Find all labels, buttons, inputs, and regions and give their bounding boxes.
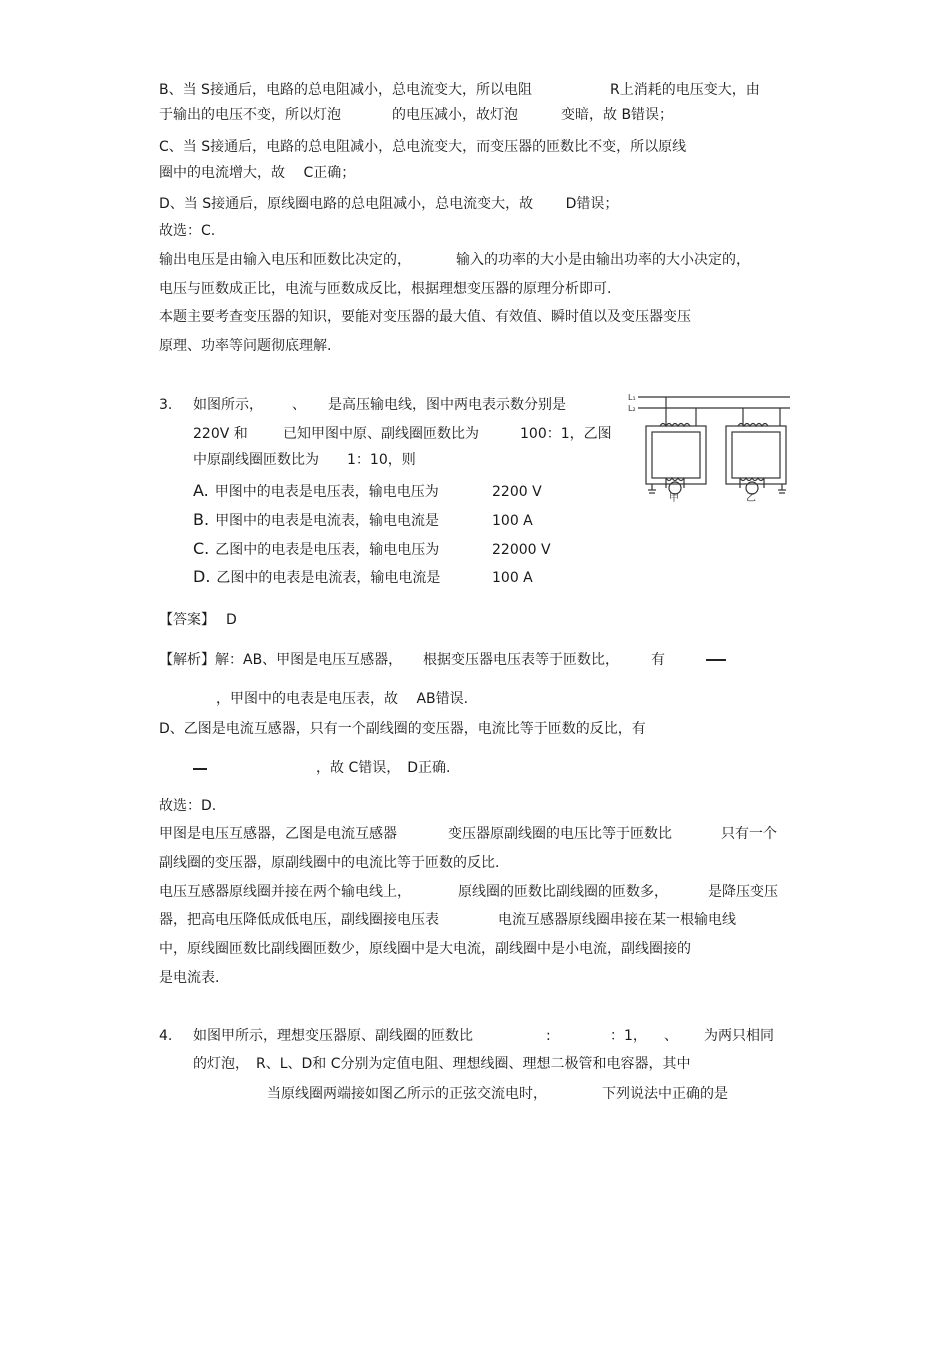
- analysis-line: [159, 825, 397, 843]
- text-line: [283, 425, 479, 443]
- transformer-core-jia: [646, 426, 706, 484]
- transformer-core-yi: [726, 426, 786, 484]
- label-l2: L₂: [628, 404, 636, 413]
- answer-label: [159, 611, 215, 629]
- analysis-line: 中，原线圈匝数比副线圈匝数少，原线圈中是大电流，副线圈中是小电流，副线圈接的: [159, 941, 691, 957]
- label-l1: L₁: [628, 393, 636, 402]
- text-segment: 、: [664, 1028, 678, 1044]
- text-line: 的灯泡， R、L、D和 C分别为定值电阻、理想线圈、理想二极管和电容器，其中: [193, 1056, 691, 1072]
- text-segment: 为两只相同: [704, 1028, 774, 1044]
- analysis-line: [448, 825, 672, 843]
- text-segment: 电压互感器原线圈并接在两个输电线上，: [159, 884, 411, 900]
- text-line: [610, 81, 760, 99]
- text-line: [664, 1027, 678, 1045]
- analysis-line: D、乙图是电流互感器，只有一个副线圈的变压器，电流比等于匝数的反比，有: [159, 721, 646, 737]
- text-line: [292, 396, 306, 414]
- text-segment: 1：10，则: [347, 452, 416, 468]
- text-segment: ：1，: [610, 1028, 647, 1044]
- text-line: [546, 1027, 551, 1045]
- option-letter: D.: [193, 567, 211, 586]
- question-number: 4.: [159, 1028, 173, 1044]
- analysis-line: [498, 911, 736, 929]
- option-text: 乙图中的电表是电压表，输电电压为: [215, 542, 440, 558]
- question-number: 3.: [159, 397, 173, 413]
- option-a: [193, 482, 439, 501]
- text-segment: 变暗，故 B错误；: [561, 107, 674, 123]
- text-segment: 变压器原副线圈的电压比等于匝数比: [448, 826, 672, 842]
- text-line: [193, 1027, 473, 1045]
- text-line: [610, 1027, 647, 1045]
- label-jia: 甲: [669, 493, 679, 502]
- analysis-line: [159, 883, 411, 901]
- option-d-value: 100 A: [492, 570, 533, 586]
- analysis-line: ，甲图中的电表是电压表，故 AB错误.: [216, 691, 469, 707]
- text-segment: 下列说法中正确的是: [602, 1086, 728, 1102]
- text-segment: 原线圈的匝数比副线圈的匝数多，: [458, 884, 668, 900]
- text-segment: 有: [651, 652, 665, 668]
- text-segment: 中原副线圈匝数比为: [193, 452, 319, 468]
- text-line: [159, 251, 411, 269]
- analysis-line: [651, 651, 665, 669]
- text-segment: 于输出的电压不变，所以灯泡: [159, 107, 341, 123]
- text-segment: 【解析】解：AB、甲图是电压互感器，: [159, 652, 403, 668]
- text-segment: 如图甲所示，理想变压器原、副线圈的匝数比: [193, 1028, 473, 1044]
- fraction-bar: [193, 768, 207, 770]
- text-segment: D: [226, 612, 237, 628]
- text-segment: 器，把高电压降低成低电压，副线圈接电压表: [159, 912, 439, 928]
- text-line: 电压与匝数成正比，电流与匝数成反比，根据理想变压器的原理分析即可.: [159, 281, 612, 297]
- text-segment: R上消耗的电压变大，由: [610, 82, 760, 98]
- analysis-line: [458, 883, 668, 901]
- option-c: [193, 540, 439, 559]
- text-line: [193, 425, 248, 443]
- analysis-line: [159, 651, 402, 669]
- text-line: C、当 S接通后，电路的总电阻减小，总电流变大，而变压器的匝数比不变，所以原线: [159, 139, 687, 155]
- text-line: [392, 106, 518, 124]
- text-segment: 输出电压是由输入电压和匝数比决定的，: [159, 252, 411, 268]
- option-letter: B.: [193, 510, 210, 529]
- text-line: [456, 251, 750, 269]
- analysis-line: 是电流表.: [159, 970, 220, 986]
- text-segment: 是降压变压: [708, 884, 778, 900]
- text-line: 本题主要考查变压器的知识，要能对变压器的最大值、有效值、瞬时值以及变压器变压: [159, 309, 691, 325]
- text-line: 故选：C.: [159, 223, 216, 239]
- text-segment: 根据变压器电压表等于匝数比，: [423, 652, 619, 668]
- analysis-line: ，故 C错误， D正确.: [316, 760, 451, 776]
- text-segment: 的电压减小，故灯泡: [392, 107, 518, 123]
- text-line: 原理、功率等问题彻底理解.: [159, 338, 332, 354]
- option-b: [193, 511, 439, 530]
- text-line: [328, 396, 566, 414]
- text-segment: 当原线圈两端接如图乙所示的正弦交流电时，: [267, 1086, 547, 1102]
- option-text: 甲图中的电表是电流表，输电电流是: [215, 513, 440, 529]
- option-d: [193, 568, 440, 587]
- text-segment: 如图所示，: [193, 397, 263, 413]
- text-segment: 只有一个: [721, 826, 777, 842]
- fraction-bar: [706, 659, 726, 661]
- text-line: [704, 1027, 774, 1045]
- text-segment: 输入的功率的大小是由输出功率的大小决定的，: [456, 252, 750, 268]
- text-segment: 、: [292, 397, 306, 413]
- analysis-line: 副线圈的变压器，原副线圈中的电流比等于匝数的反比.: [159, 855, 500, 871]
- option-text: 甲图中的电表是电压表，输电电压为: [214, 484, 439, 500]
- text-segment: 甲图是电压互感器，乙图是电流互感器: [159, 826, 397, 842]
- text-line: [193, 451, 319, 469]
- text-line: [347, 451, 416, 469]
- text-segment: 电流互感器原线圈串接在某一根输电线: [498, 912, 736, 928]
- analysis-line: [159, 911, 439, 929]
- option-text: 乙图中的电表是电流表，输电电流是: [216, 570, 441, 586]
- text-line: [159, 106, 341, 124]
- text-segment: :: [546, 1028, 551, 1044]
- option-letter: C.: [193, 539, 210, 558]
- text-line: [159, 81, 532, 99]
- text-line: 圈中的电流增大，故 C正确；: [159, 165, 356, 181]
- text-segment: 220V 和: [193, 426, 248, 442]
- text-line: [561, 106, 673, 124]
- text-line: [267, 1085, 547, 1103]
- text-line: [193, 396, 263, 414]
- text-line: [520, 425, 612, 443]
- label-yi: 乙: [746, 493, 756, 502]
- option-letter: A.: [193, 481, 209, 500]
- text-segment: B、当 S接通后，电路的总电阻减小，总电流变大，所以电阻: [159, 82, 532, 98]
- analysis-line: [721, 825, 777, 843]
- option-a-value: 2200 V: [492, 484, 542, 500]
- text-segment: 100：1，乙图: [520, 426, 612, 442]
- answer-value: [226, 611, 237, 629]
- option-c-value: 22000 V: [492, 542, 551, 558]
- text-line: D、当 S接通后，原线圈电路的总电阻减小，总电流变大，故 D错误；: [159, 196, 619, 212]
- text-segment: 【答案】: [159, 612, 215, 628]
- analysis-line: [708, 883, 778, 901]
- analysis-line: 故选：D.: [159, 798, 217, 814]
- text-segment: 已知甲图中原、副线圈匝数比为: [283, 426, 479, 442]
- option-b-value: 100 A: [492, 513, 533, 529]
- text-segment: 是高压输电线，图中两电表示数分别是: [328, 397, 566, 413]
- transformer-circuit-figure: [628, 390, 793, 502]
- text-line: [602, 1085, 728, 1103]
- analysis-line: [423, 651, 619, 669]
